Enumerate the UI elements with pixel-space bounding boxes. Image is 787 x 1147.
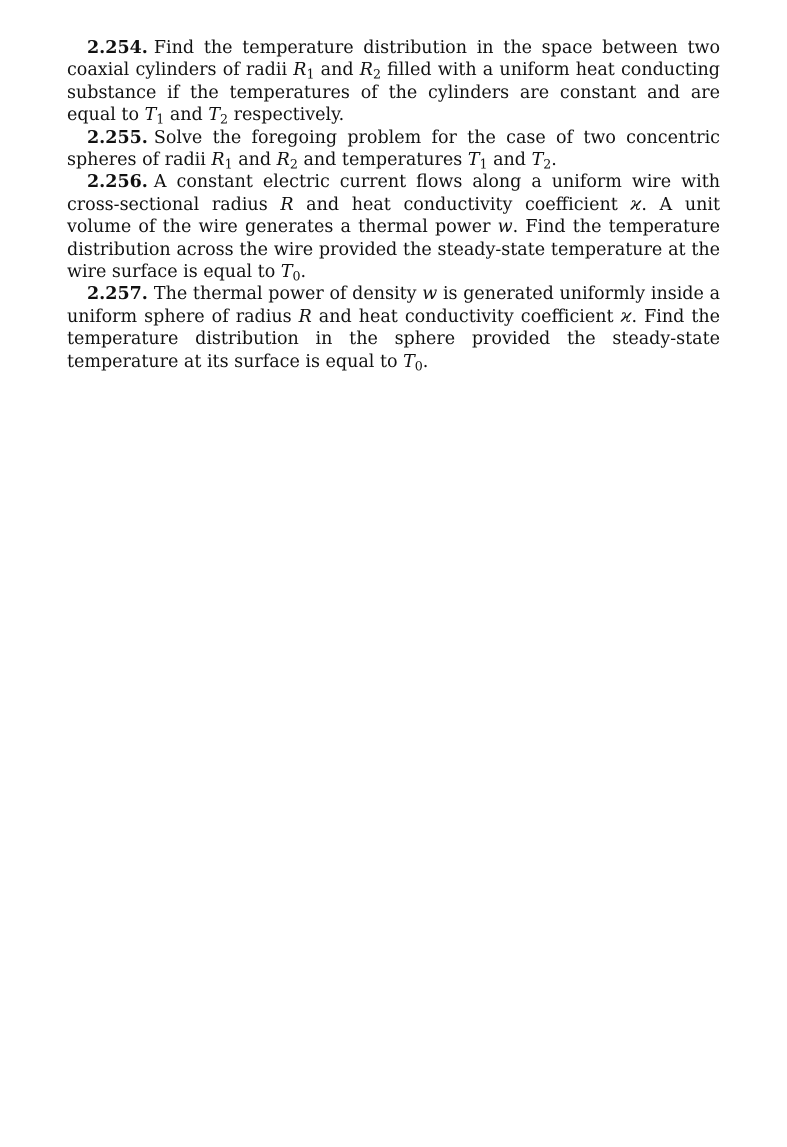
problem-text: Find the temperature distribution in the space between two coaxial cylinders of radii	[67, 38, 720, 81]
math-symbol	[299, 307, 312, 327]
math-symbol	[630, 195, 641, 215]
math-subscript: 1	[479, 156, 488, 172]
problem-number: 2.254.	[87, 38, 148, 58]
math-symbol	[208, 105, 228, 125]
problem-text: and temperatures	[297, 150, 468, 171]
problem-2-257	[67, 283, 720, 373]
problem-text: . Find the temperature distribution in the sphere provided the steady-state temperature at its surface is equal to	[67, 306, 720, 372]
problem-text: . A unit volume of the wire generates a thermal power	[67, 194, 720, 238]
problem-number: 2.257.	[87, 284, 148, 305]
math-subscript: 2	[289, 156, 298, 172]
math-symbol-letter: R	[293, 60, 307, 81]
problem-text: and	[487, 150, 532, 171]
math-symbol	[280, 195, 293, 215]
math-symbol-letter: T	[467, 150, 480, 171]
problem-text: is generated uniformly inside a uniform sphere of radius	[67, 284, 720, 327]
math-symbol-letter: T	[403, 351, 415, 372]
math-subscript: 1	[156, 111, 165, 127]
math-symbol-letter: R	[298, 306, 312, 327]
math-symbol-letter: T	[144, 105, 157, 126]
problem-text: filled with a uniform heat conducting substance if the temperatures of the cylinders are constant and are equal to	[67, 60, 720, 126]
math-subscript: 2	[220, 111, 229, 127]
problem-text: .	[422, 351, 429, 372]
math-symbol-letter: w	[497, 217, 513, 238]
problem-text-page	[67, 37, 720, 373]
math-symbol-letter: T	[208, 105, 220, 126]
math-symbol	[468, 150, 488, 170]
problem-text: Solve the foregoing problem for the case of two concentric spheres of radii	[67, 127, 720, 171]
math-symbol-letter: R	[276, 150, 290, 171]
math-subscript: 0	[414, 358, 423, 374]
problem-text: and	[164, 105, 209, 126]
math-symbol	[277, 150, 298, 170]
problem-text: The thermal power of density	[153, 284, 423, 305]
problem-text: respectively.	[228, 105, 345, 126]
problem-number: 2.256.	[87, 172, 148, 193]
problem-number: 2.255.	[87, 127, 148, 148]
problem-text: .	[300, 262, 307, 283]
math-symbol-letter: ϰ	[630, 194, 642, 215]
math-symbol	[422, 284, 437, 304]
math-symbol	[403, 352, 423, 372]
problem-text: and	[232, 150, 277, 171]
math-symbol	[293, 60, 314, 80]
problem-2-255	[67, 127, 720, 172]
math-symbol	[281, 262, 301, 282]
math-symbol	[498, 217, 513, 237]
math-symbol	[145, 105, 165, 125]
math-symbol	[211, 150, 232, 170]
math-symbol-letter: T	[280, 262, 293, 283]
math-symbol	[532, 150, 552, 170]
math-symbol	[360, 60, 381, 80]
problem-text: A constant electric current flows along a uniform wire with cross-sectional radius	[67, 172, 720, 215]
math-subscript: 2	[372, 66, 381, 82]
math-subscript: 0	[292, 268, 301, 284]
math-symbol-letter: R	[280, 194, 294, 215]
math-subscript: 1	[224, 156, 233, 172]
problem-text: .	[551, 150, 557, 171]
math-symbol-letter: ϰ	[620, 306, 632, 327]
math-subscript: 1	[306, 66, 315, 82]
math-symbol	[621, 307, 632, 327]
problem-2-256	[67, 171, 720, 283]
problem-text: . Find the temperature distribution across the wire provided the steady-state temperature at the wire surface is equal to	[67, 217, 720, 283]
problem-text: and heat conductivity coefficient	[293, 194, 631, 215]
problem-text: and	[314, 60, 360, 81]
math-symbol-letter: R	[359, 60, 373, 81]
math-symbol-letter: w	[422, 284, 438, 305]
math-symbol-letter: R	[211, 150, 225, 171]
problem-2-254	[67, 37, 720, 127]
math-symbol-letter: T	[531, 150, 544, 171]
math-subscript: 2	[543, 156, 552, 172]
problem-text: and heat conductivity coefficient	[311, 306, 621, 327]
